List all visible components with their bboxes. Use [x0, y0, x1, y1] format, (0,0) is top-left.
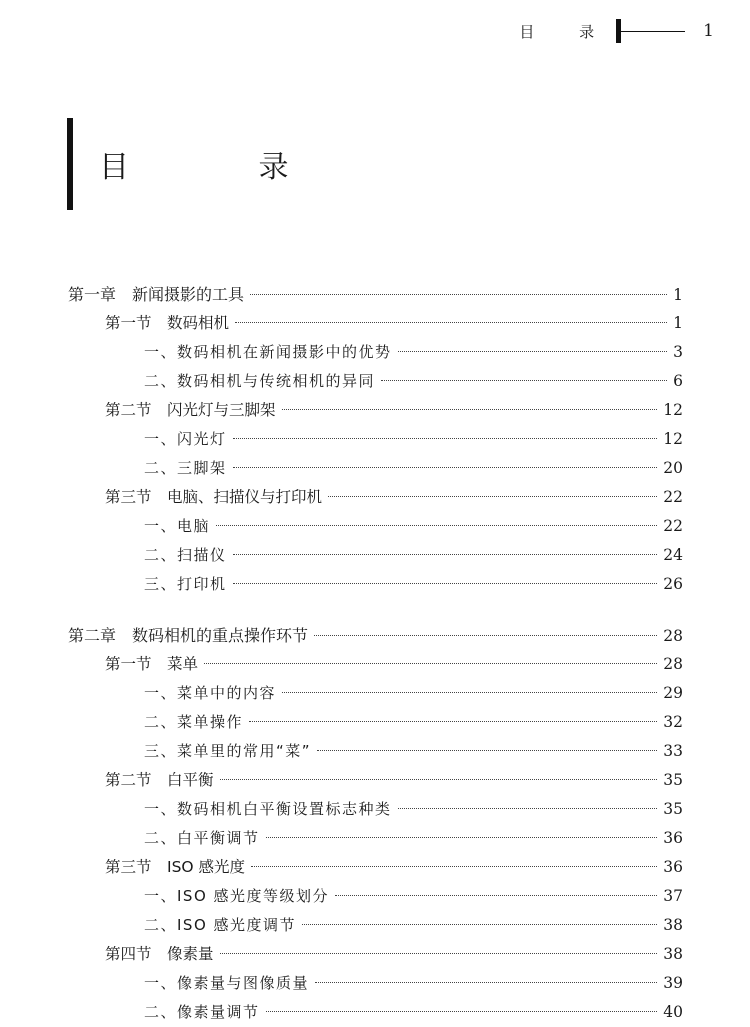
toc-entry-label: 一、ISO 感光度等级划分 — [144, 887, 330, 905]
toc-entry-label: 二、三脚架 — [144, 459, 227, 477]
toc-subsection-entry — [68, 824, 683, 853]
toc-entry-page-number: 12 — [663, 401, 683, 419]
toc-entry-page-number: 35 — [663, 800, 683, 818]
toc-subsection-entry — [68, 425, 683, 454]
toc-entry-page-number: 6 — [673, 372, 683, 390]
toc-dot-leader — [266, 837, 658, 838]
toc-entry-label: 第一节 菜单 — [105, 655, 199, 673]
toc-dot-leader — [216, 525, 657, 526]
toc-subsection-entry — [68, 338, 683, 367]
toc-subsection-entry — [68, 679, 683, 708]
toc-dot-leader — [220, 779, 658, 780]
toc-entry-page-number: 1 — [673, 286, 683, 304]
toc-entry-page-number: 36 — [663, 829, 683, 847]
running-header-rule — [621, 31, 685, 32]
toc-subsection-entry — [68, 541, 683, 570]
toc-dot-leader — [335, 895, 657, 896]
toc-entry-page-number: 28 — [663, 655, 683, 673]
toc-entry-page-number: 37 — [663, 887, 683, 905]
toc-entry-label: 二、ISO 感光度调节 — [144, 916, 297, 934]
toc-dot-leader — [302, 924, 657, 925]
toc-entry-label: 第四节 像素量 — [105, 945, 214, 963]
toc-entry-page-number: 36 — [663, 858, 683, 876]
toc-subsection-entry — [68, 969, 683, 998]
toc-subsection-entry — [68, 367, 683, 396]
toc-section-entry — [68, 650, 683, 679]
toc-dot-leader — [233, 467, 658, 468]
toc-dot-leader — [233, 554, 658, 555]
toc-dot-leader — [220, 953, 658, 954]
toc-entry-page-number: 12 — [663, 430, 683, 448]
toc-entry-label: 一、像素量与图像质量 — [144, 974, 310, 992]
toc-entry-label: 二、菜单操作 — [144, 713, 244, 731]
toc-dot-leader — [328, 496, 657, 497]
toc-subsection-entry — [68, 454, 683, 483]
toc-heading-bar — [67, 118, 73, 210]
toc-entry-page-number: 38 — [663, 945, 683, 963]
toc-dot-leader — [235, 322, 667, 323]
toc-entry-label: 第二节 闪光灯与三脚架 — [105, 401, 276, 419]
toc-entry-page-number: 1 — [673, 314, 683, 332]
toc-section-entry — [68, 483, 683, 512]
running-header-page-number: 1 — [703, 21, 714, 41]
toc-entry-page-number: 29 — [663, 684, 683, 702]
toc-entry-label: 二、扫描仪 — [144, 546, 227, 564]
toc-entry-page-number: 22 — [663, 517, 683, 535]
toc-title: 目 录 — [99, 150, 349, 185]
toc-entry-label: 第三节 ISO 感光度 — [105, 858, 246, 876]
toc-entry-page-number: 3 — [673, 343, 683, 361]
toc-dot-leader — [233, 438, 658, 439]
toc-dot-leader — [249, 721, 657, 722]
toc-entry-label: 一、数码相机在新闻摄影中的优势 — [144, 343, 392, 361]
toc-dot-leader — [398, 808, 658, 809]
toc-entry-label: 第三节 电脑、扫描仪与打印机 — [105, 488, 323, 506]
toc-section-entry — [68, 853, 683, 882]
toc-chapter-entry — [68, 280, 683, 309]
toc-chapter-entry — [68, 621, 683, 650]
toc-dot-leader — [204, 663, 657, 664]
toc-entry-page-number: 33 — [663, 742, 683, 760]
toc-dot-leader — [314, 635, 657, 636]
toc-dot-leader — [266, 1011, 658, 1012]
table-of-contents — [68, 280, 683, 1027]
toc-dot-leader — [282, 409, 658, 410]
toc-subsection-entry — [68, 795, 683, 824]
toc-subsection-entry — [68, 911, 683, 940]
toc-section-entry — [68, 309, 683, 338]
toc-entry-label: 二、像素量调节 — [144, 1003, 260, 1021]
toc-entry-label: 第二章 数码相机的重点操作环节 — [68, 626, 309, 645]
toc-dot-leader — [251, 866, 657, 867]
toc-entry-page-number: 39 — [663, 974, 683, 992]
toc-entry-label: 一、电脑 — [144, 517, 211, 535]
toc-heading — [67, 118, 349, 210]
toc-entry-page-number: 26 — [663, 575, 683, 593]
toc-entry-label: 第一节 数码相机 — [105, 314, 230, 332]
toc-section-entry — [68, 766, 683, 795]
toc-entry-page-number: 28 — [663, 627, 683, 645]
toc-dot-leader — [317, 750, 657, 751]
toc-dot-leader — [233, 583, 658, 584]
toc-entry-label: 三、打印机 — [144, 575, 227, 593]
toc-entry-page-number: 24 — [663, 546, 683, 564]
toc-dot-leader — [398, 351, 668, 352]
toc-subsection-entry — [68, 512, 683, 541]
toc-subsection-entry — [68, 882, 683, 911]
toc-dot-leader — [315, 982, 657, 983]
toc-section-entry — [68, 940, 683, 969]
toc-entry-page-number: 40 — [663, 1003, 683, 1021]
toc-entry-page-number: 38 — [663, 916, 683, 934]
toc-subsection-entry — [68, 998, 683, 1027]
running-header — [519, 18, 714, 44]
running-header-title: 目 录 — [519, 22, 615, 41]
toc-subsection-entry — [68, 570, 683, 599]
toc-entry-label: 三、菜单里的常用“菜” — [144, 742, 312, 760]
toc-subsection-entry — [68, 737, 683, 766]
toc-entry-label: 二、数码相机与传统相机的异同 — [144, 372, 376, 390]
toc-entry-label: 一、数码相机白平衡设置标志种类 — [144, 800, 392, 818]
toc-entry-page-number: 35 — [663, 771, 683, 789]
toc-dot-leader — [250, 294, 667, 295]
toc-entry-page-number: 32 — [663, 713, 683, 731]
toc-dot-leader — [282, 692, 657, 693]
toc-entry-page-number: 20 — [663, 459, 683, 477]
toc-entry-label: 一、菜单中的内容 — [144, 684, 277, 702]
toc-entry-label: 一、闪光灯 — [144, 430, 227, 448]
toc-entry-label: 第二节 白平衡 — [105, 771, 214, 789]
toc-entry-page-number: 22 — [663, 488, 683, 506]
toc-dot-leader — [381, 380, 667, 381]
toc-entry-label: 二、白平衡调节 — [144, 829, 260, 847]
toc-section-entry — [68, 396, 683, 425]
toc-subsection-entry — [68, 708, 683, 737]
toc-entry-label: 第一章 新闻摄影的工具 — [68, 285, 245, 304]
